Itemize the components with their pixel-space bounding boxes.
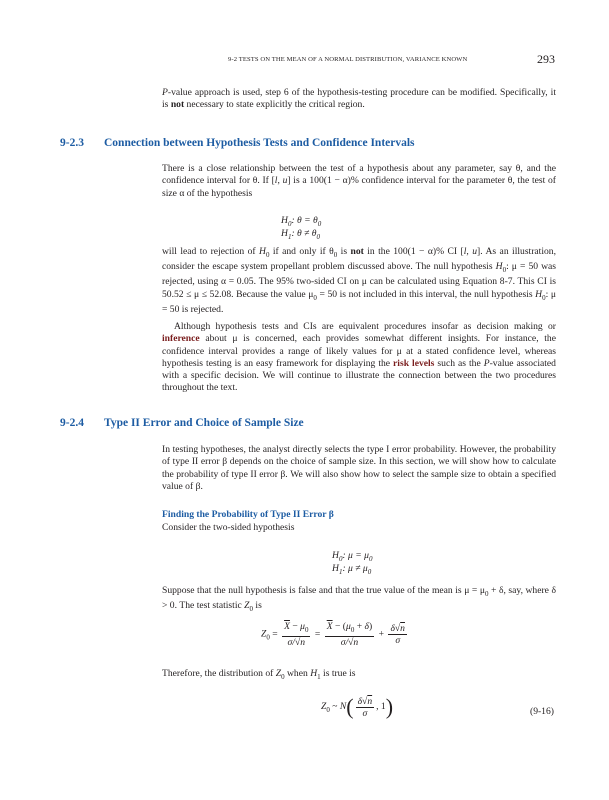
section-number-9-2-4: 9-2.4 [60, 417, 84, 429]
test-statistic-equation: $Z_0$ = $\frac{\overline{X} - \mu_0}{\sigma/√n}$ = $\frac{\overline{X} - (\mu_0 + \delta)}{\sigma/√n}$ + $\frac{\delta√n}{\sigma}$ [261, 621, 405, 648]
section-number-9-2-3: 9-2.3 [60, 137, 84, 149]
section-9-2-3-paragraph-3: Although hypothesis tests and CIs are equivalent procedures insofar as decision making or inference about μ is concerned, each provides somewhat different insights. For instance, the confidence interval provides a range of likely values for μ at a stated confidence level, whereas hypothesis testing is an easy framework for displaying the risk levels such as the P-value associated with a specific decision. We will continue to illustrate the connection between the two procedures throughout the text. [162, 321, 556, 394]
section-9-2-3-paragraph-2: will lead to rejection of $H_0$ if and only if $\theta_0$ is not in the 100(1 − α)% CI [l, u]. As an illustration, consider the escape system propellant problem discussed above. The null hypothesis $H_0$: μ = 50 was rejected, using α = 0.05. The 95% two-sided CI on μ can be calculated using Equation 8-7. This CI is 50.52 ≤ μ ≤ 52.08. Because the value $\mu_0 = 50$ is not included in this interval, the null hypothesis $H_0$: μ = 50 is rejected. [162, 246, 557, 315]
section-9-2-4-paragraph-1: In testing hypotheses, the analyst directly selects the type I error probability. However, the probability of type II error β depends on the choice of sample size. In this section, we will show how to calculate the probability of type II error β. We will also show how to select the sample size to obtain a specified value of β. [162, 444, 556, 492]
section-9-2-4-paragraph-2: Consider the two-sided hypothesis [162, 522, 295, 533]
subheading-type-ii-error: Finding the Probability of Type II Error β [162, 509, 334, 520]
hypothesis-null-mu: $H_0$: $\mu = \mu_0$ [332, 550, 373, 563]
section-9-2-4-paragraph-3: Suppose that the null hypothesis is false and that the true value of the mean is $\mu = \mu_0 + \delta$, say, where δ > 0. The test statistic $Z_0$ is [162, 585, 556, 614]
section-9-2-3-paragraph-1: There is a close relationship between the test of a hypothesis about any parameter, say θ, and the confidence interval for θ. If [l, u] is a 100(1 − α)% confidence interval for the parameter θ, the test of size α of the hypothesis [162, 163, 556, 199]
distribution-equation: $Z_0$ ~ N( $\frac{\delta√n}{\sigma}$ , 1) [321, 694, 394, 719]
hypothesis-null-theta: $H_0$: $\theta = \theta_0$ [281, 215, 322, 228]
section-title-9-2-4: Type II Error and Choice of Sample Size [104, 417, 304, 429]
running-head: 9-2 TESTS ON THE MEAN OF A NORMAL DISTRIBUTION, VARIANCE KNOWN [228, 56, 468, 63]
hypothesis-alt-theta: $H_1$: $\theta \ne \theta_0$ [281, 228, 321, 241]
equation-number: (9-16) [530, 706, 554, 717]
page-number: 293 [537, 52, 555, 66]
intro-paragraph: P-value approach is used, step 6 of the hypothesis-testing procedure can be modified. Specifically, it is not necessary to state explicitly the critical region. [162, 87, 556, 111]
section-9-2-4-paragraph-4: Therefore, the distribution of $Z_0$ when $H_1$ is true is [162, 668, 356, 681]
hypothesis-alt-mu: $H_1$: $\mu \ne \mu_0$ [332, 563, 372, 576]
section-title-9-2-3: Connection between Hypothesis Tests and Confidence Intervals [104, 137, 415, 149]
